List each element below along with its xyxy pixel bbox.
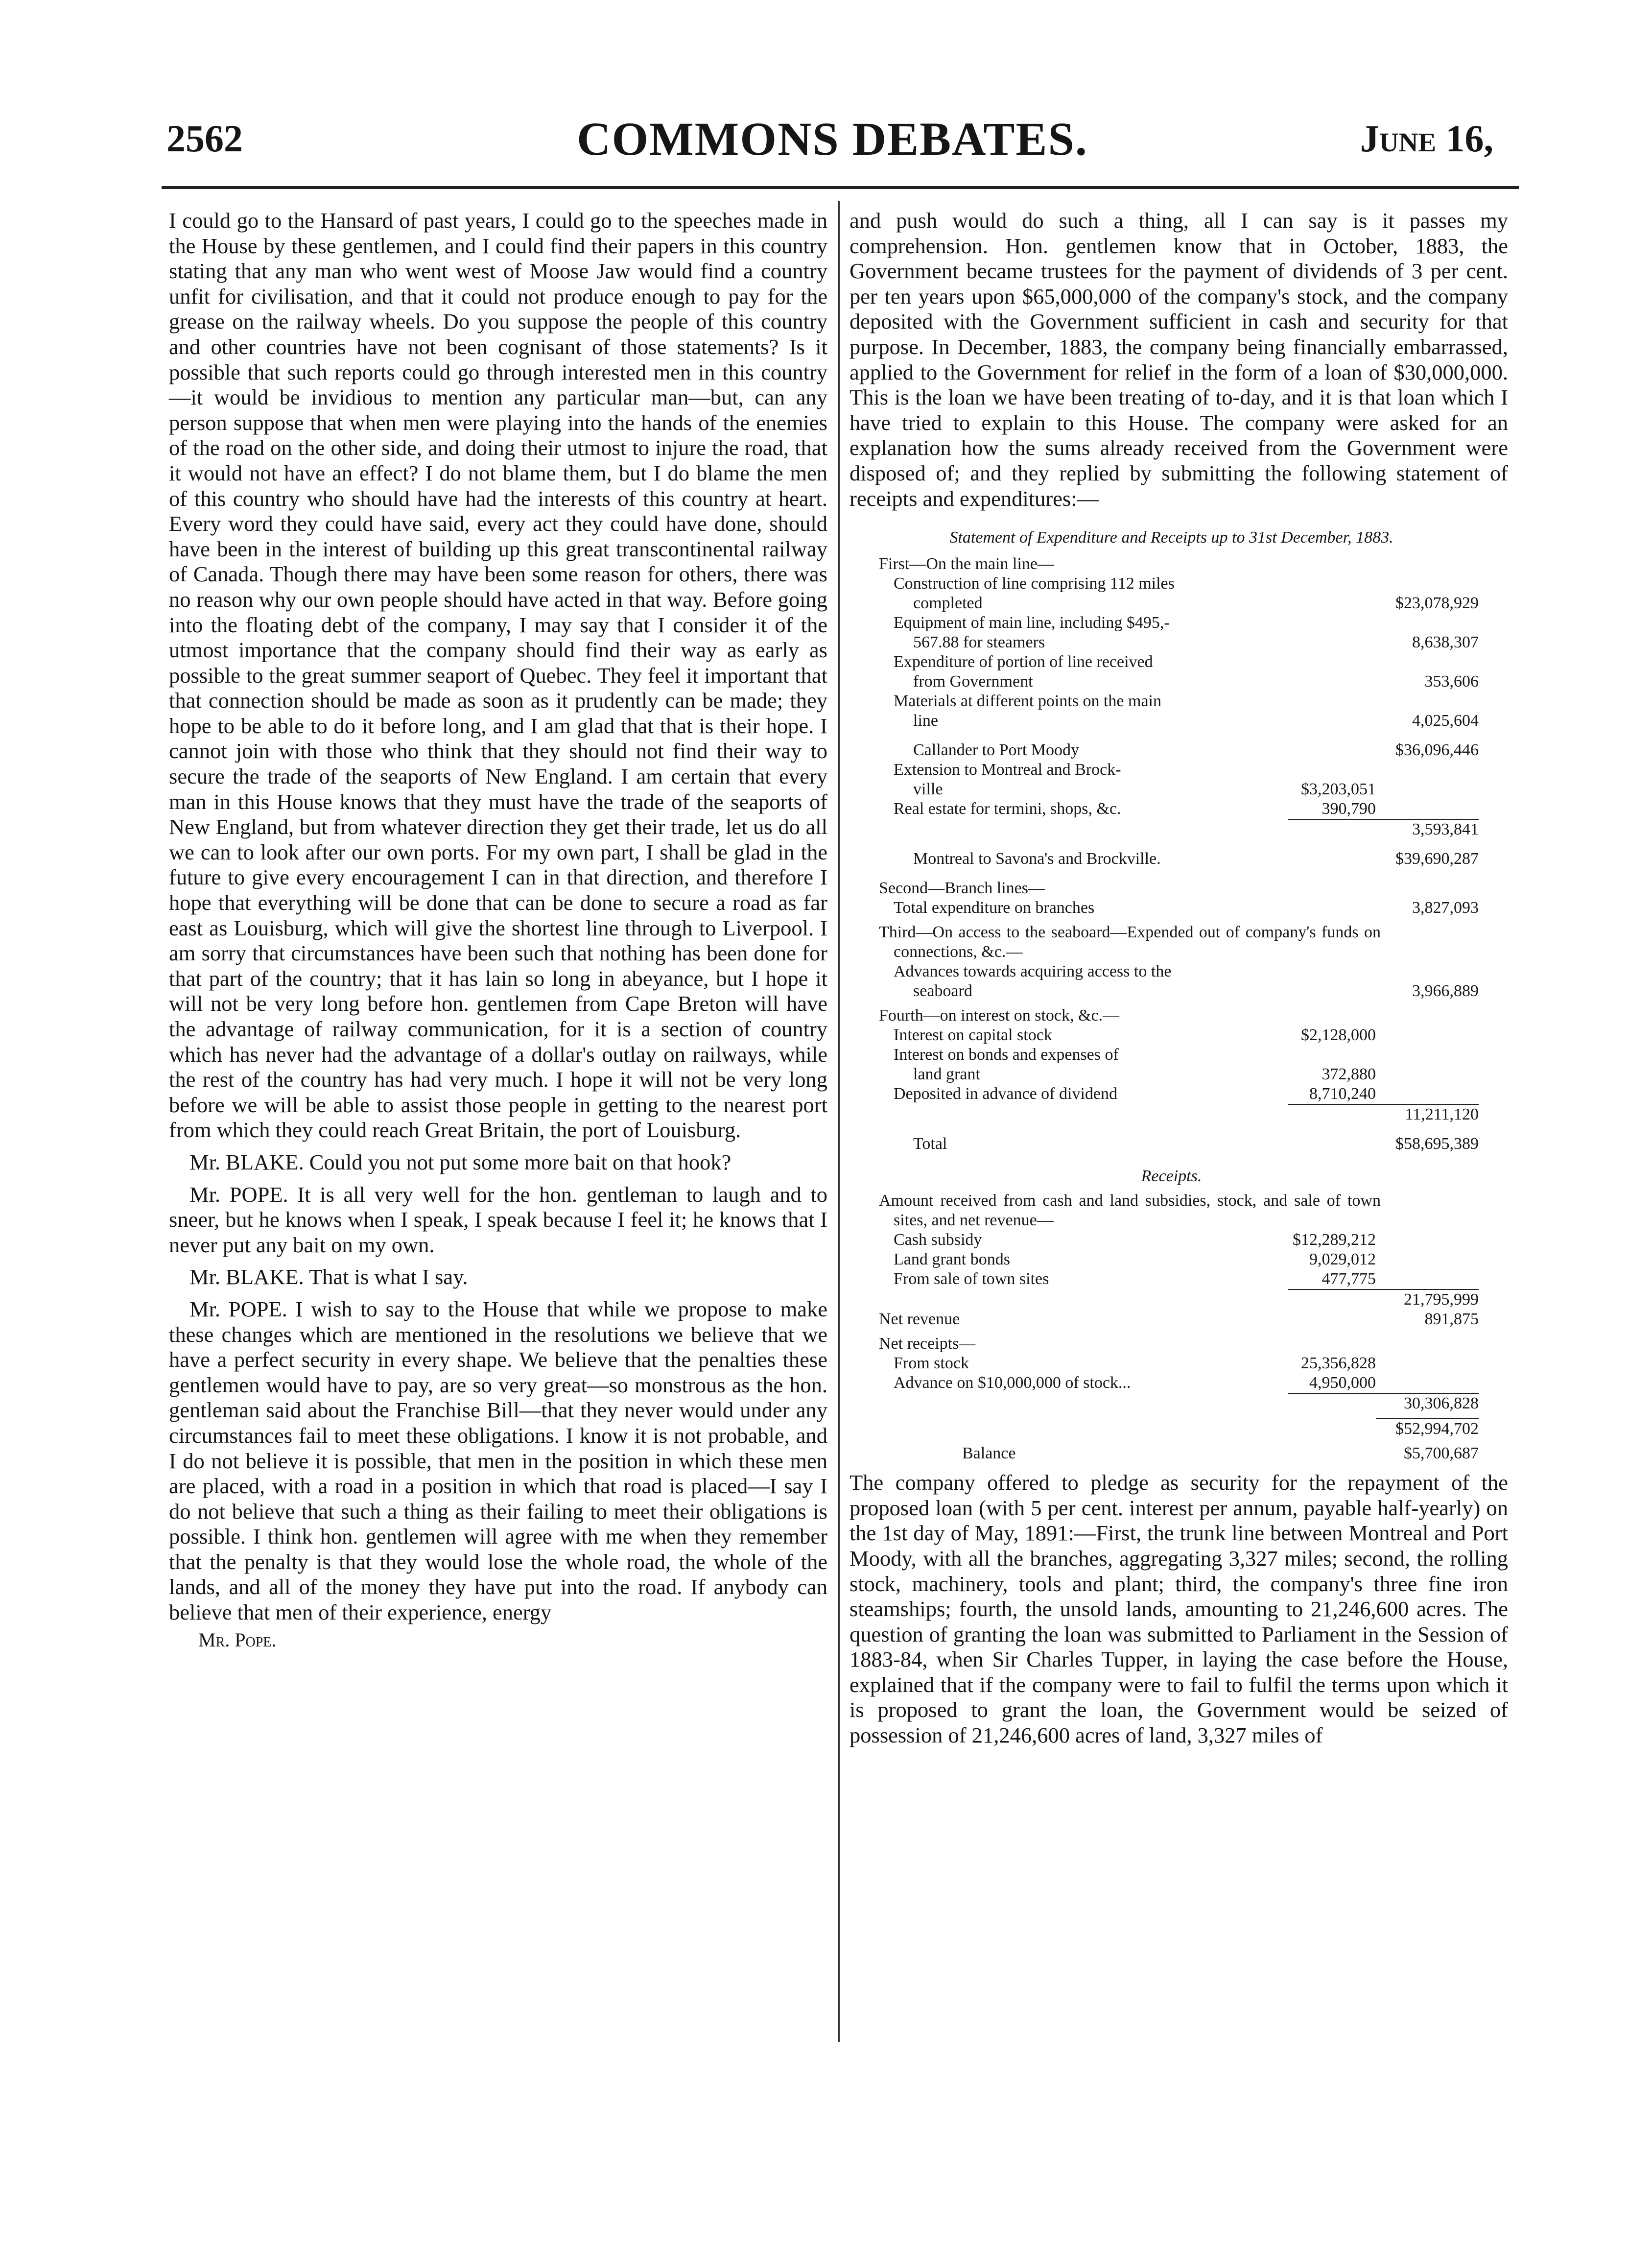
statement-item-label: Interest on bonds and expenses of: [894, 1046, 1119, 1064]
statement-row: [864, 1084, 1479, 1104]
statement-value: 477,775: [1322, 1270, 1376, 1288]
statement-item-label: seaboard: [913, 982, 972, 1001]
statement-row: [864, 1419, 1479, 1439]
statement-row: [864, 672, 1479, 691]
statement-item-label: completed: [913, 594, 983, 613]
statement-value: 3,966,889: [1412, 982, 1479, 1001]
statement-value: 11,211,120: [1405, 1105, 1479, 1124]
statement-value: 4,950,000: [1309, 1374, 1376, 1392]
left-column: [169, 208, 827, 1652]
statement-title: Statement of Expenditure and Receipts up to 31st December, 1883.: [949, 528, 1393, 547]
statement-item-label: Net revenue: [879, 1310, 960, 1329]
statement-row: [864, 849, 1479, 869]
column-divider: [838, 201, 840, 2042]
page-header: [157, 112, 1508, 185]
right-column: [850, 208, 1508, 1748]
statement-row: [864, 1354, 1479, 1373]
statement-item-label: Construction of line comprising 112 miles: [894, 574, 1175, 593]
statement-row: [864, 740, 1479, 760]
speech-paragraph: Mr. BLAKE. That is what I say.: [189, 1264, 468, 1289]
statement-item-label: From sale of town sites: [894, 1270, 1049, 1288]
statement-row: [864, 1250, 1479, 1269]
statement-value: $2,128,000: [1301, 1026, 1376, 1045]
statement-row: [864, 898, 1479, 918]
statement-heading: First—On the main line—: [879, 555, 1054, 573]
statement-item-label: Total: [913, 1135, 947, 1153]
statement-item-label: Extension to Montreal and Brock-: [894, 761, 1121, 779]
statement-row: [864, 780, 1479, 799]
statement-value: 353,606: [1424, 672, 1479, 691]
statement-value: 8,710,240: [1309, 1085, 1376, 1103]
statement-row: [864, 1290, 1479, 1310]
statement-item-label: From stock: [894, 1354, 969, 1373]
statement-row: [864, 1134, 1479, 1154]
statement-heading: Amount received from cash and land subsidies, stock, and sale of town sites, and net revenue—: [879, 1192, 1381, 1230]
statement-value: $58,695,389: [1395, 1135, 1479, 1153]
financial-statement: [850, 528, 1508, 1463]
statement-item-label: Cash subsidy: [894, 1231, 982, 1249]
statement-row: [864, 1394, 1479, 1413]
speech-paragraph: I could go to the Hansard of past years, I could go to the speeches made in the House by these gentlemen, and I could find their papers in this country stating that any man who went west of Moose Jaw would find a country unfit for civilisation, and that it could not produce enough to pay for the grease on the railway wheels. Do you suppose the people of this country and other countries have not been cognisant of those statements? Is it possible that such reports could go through interested men in this country—it would be invidious to mention any particular man—but, can any person suppose that when men were playing into the hands of the enemies of the road on the other side, and doing their utmost to injure the road, that it would not have an effect? I do not blame them, but I do blame the men of this country who should have had the interests of this country at heart. Every word they could have said, every act they could have done, should have been in the interest of building up this great transcontinental railway of Canada. Though there may have been some reason for others, there was no reason why our own people should have acted in that way. Before going into the floating debt of the company, I may say that I consider it of the utmost importance that the company should find their way as early as possible to the great summer seaport of Quebec. They feel it important that that connection should be made as soon as it prudently can be made; they hope to be able to do it before long, and I am glad that that is their hope. I cannot join with those who think that they should not find their way to secure the trade of the seaports of New England. I am certain that every man in this House knows that they must have the trade of the seaports of New England, but from whatever direction they get their trade, let us do all we can to look after our own ports. For my own part, I shall be glad in the future to give every encouragement I can in that direction, and therefore I hope that everything will be done that can be done to secure a road as far east as Louisburg, which will give the shortest line through to Liverpool. I am sorry that circumstances have been such that nothing has been done for that part of the country; that it has lain so long in abeyance, but I hope it will not be very long before hon. gentlemen from Cape Breton will have the advantage of railway communication, for it is a section of country which has never had the advantage of a dollar's outlay on railways, while the rest of the country has had very much. I hope it will not be very long before we will be able to assist those people in getting to the nearest port from which they could reach Great Britain, the port of Louisburg.: [169, 208, 827, 1143]
statement-value: 3,827,093: [1412, 899, 1479, 917]
page-date: June 16,: [1360, 117, 1493, 160]
statement-value: 372,880: [1322, 1065, 1376, 1084]
statement-value: 25,356,828: [1301, 1354, 1376, 1373]
statement-row: [864, 1444, 1479, 1463]
speech-paragraph: Mr. POPE. I wish to say to the House that while we propose to make these changes which are mentioned in the resolutions we believe that we have a perfect security in every shape. We believe that the penalties these gentlemen would have to pay, are so very great—so monstrous as the hon. gentleman said about the Franchise Bill—that they never would under any circumstances fail to meet these obligations. I know it is not probable, and I do not believe it is possible, that men in the position in which these men are placed, with a road in a position in which that road is placed—I say I do not believe that such a thing as their failing to meet their obligations is possible. I think hon. gentlemen will agree with me when they remember that the penalty is that they would lose the whole road, the whole of the lands, and all of the money they have put into the road. If anybody can believe that men of their experience, energy: [169, 1296, 827, 1625]
statement-item-label: 567.88 for steamers: [913, 633, 1045, 652]
statement-value: $52,994,702: [1395, 1420, 1479, 1438]
speech-paragraph: The company offered to pledge as security for the repayment of the proposed loan (with 5 per cent. interest per annum, payable half-yearly) on the 1st day of May, 1891:—First, the trunk line between Montreal and Port Moody, with all the branches, aggregating 3,327 miles; second, the rolling stock, machinery, tools and plant; third, the company's three fine iron steamships; fourth, the unsold lands, amounting to 21,246,600 acres. The question of granting the loan was submitted to Parliament in the Session of 1883-84, when Sir Charles Tupper, in laying the case before the House, explained that if the company were to fail to fulfil the terms upon which it is proposed to grant the loan, the Government would be seized of possession of 21,246,600 acres of land, 3,327 miles of: [850, 1470, 1508, 1748]
statement-value: 4,025,604: [1412, 712, 1479, 730]
statement-row: [864, 1373, 1479, 1393]
header-rule: [162, 186, 1519, 189]
statement-item-label: line: [913, 712, 938, 730]
speech-paragraph: Mr. POPE. It is all very well for the hon. gentleman to laugh and to sneer, but he knows when I speak, I speak because I feel it; he knows that I never put any bait on my own.: [169, 1182, 827, 1257]
statement-value: 9,029,012: [1309, 1250, 1376, 1269]
speech-paragraph: Mr. BLAKE. Could you not put some more bait on that hook?: [189, 1149, 732, 1174]
speaker-signature: Mr. Pope.: [198, 1628, 277, 1651]
statement-heading: Second—Branch lines—: [879, 879, 1045, 898]
statement-item-label: Land grant bonds: [894, 1250, 1010, 1269]
statement-heading: Third—On access to the seaboard—Expended out of company's funds on connections, &c.—: [879, 923, 1381, 961]
page-number: 2562: [166, 117, 243, 160]
statement-item-label: Equipment of main line, including $495,-: [894, 614, 1170, 632]
statement-row: [864, 820, 1479, 839]
statement-row: [864, 981, 1479, 1001]
statement-heading: Net receipts—: [879, 1335, 976, 1353]
statement-value: $3,203,051: [1301, 780, 1376, 799]
statement-item-label: Expenditure of portion of line received: [894, 653, 1153, 671]
statement-item-label: Real estate for termini, shops, &c.: [894, 800, 1121, 818]
statement-row: [864, 1230, 1479, 1250]
page-title: COMMONS DEBATES.: [577, 113, 1088, 165]
statement-item-label: Advances towards acquiring access to the: [894, 962, 1172, 981]
statement-row: [864, 1105, 1479, 1124]
statement-row: [864, 1025, 1479, 1045]
statement-row: [864, 799, 1479, 819]
statement-item-label: Callander to Port Moody: [913, 741, 1080, 760]
statement-value: $12,289,212: [1293, 1231, 1376, 1249]
statement-item-label: Interest on capital stock: [894, 1026, 1052, 1045]
statement-value: $39,690,287: [1395, 850, 1479, 868]
statement-value: 21,795,999: [1404, 1290, 1479, 1309]
statement-item-label: Materials at different points on the main: [894, 692, 1162, 711]
speech-paragraph: and push would do such a thing, all I can say is it passes my comprehension. Hon. gentlemen know that in October, 1883, the Government became trustees for the payment of dividends of 3 per cent. per ten years upon $65,000,000 of the company's stock, and the company deposited with the Government sufficient in cash and security for that purpose. In December, 1883, the company being financially embarrassed, applied to the Government for relief in the form of a loan of $30,000,000. This is the loan we have been treating of to-day, and it is that loan which I have tried to explain to this House. The company were asked for an explanation how the sums already received from the Government were disposed of; and they replied by submitting the following statement of receipts and expenditures:—: [850, 208, 1508, 511]
statement-value: $23,078,929: [1395, 594, 1479, 613]
statement-row: [864, 1065, 1479, 1084]
statement-value: 891,875: [1424, 1310, 1479, 1329]
statement-value: 3,593,841: [1412, 820, 1479, 839]
statement-value: 8,638,307: [1412, 633, 1479, 652]
statement-row: [864, 711, 1479, 731]
statement-value: $36,096,446: [1395, 741, 1479, 760]
statement-item-label: Balance: [962, 1444, 1016, 1463]
statement-item-label: Advance on $10,000,000 of stock...: [894, 1374, 1131, 1392]
statement-row: [864, 633, 1479, 652]
statement-value: 30,306,828: [1404, 1394, 1479, 1413]
receipts-heading: Receipts.: [1141, 1167, 1202, 1186]
statement-row: [864, 1310, 1479, 1329]
statement-item-label: from Government: [913, 672, 1033, 691]
statement-item-label: Montreal to Savona's and Brockville.: [913, 850, 1161, 868]
statement-value: 390,790: [1322, 800, 1376, 818]
statement-row: [864, 1269, 1479, 1289]
statement-row: [864, 594, 1479, 613]
statement-item-label: ville: [913, 780, 943, 799]
statement-item-label: land grant: [913, 1065, 980, 1084]
statement-item-label: Deposited in advance of dividend: [894, 1085, 1117, 1103]
statement-heading: Fourth—on interest on stock, &c.—: [879, 1006, 1120, 1025]
statement-item-label: Total expenditure on branches: [894, 899, 1095, 917]
statement-value: $5,700,687: [1404, 1444, 1479, 1463]
